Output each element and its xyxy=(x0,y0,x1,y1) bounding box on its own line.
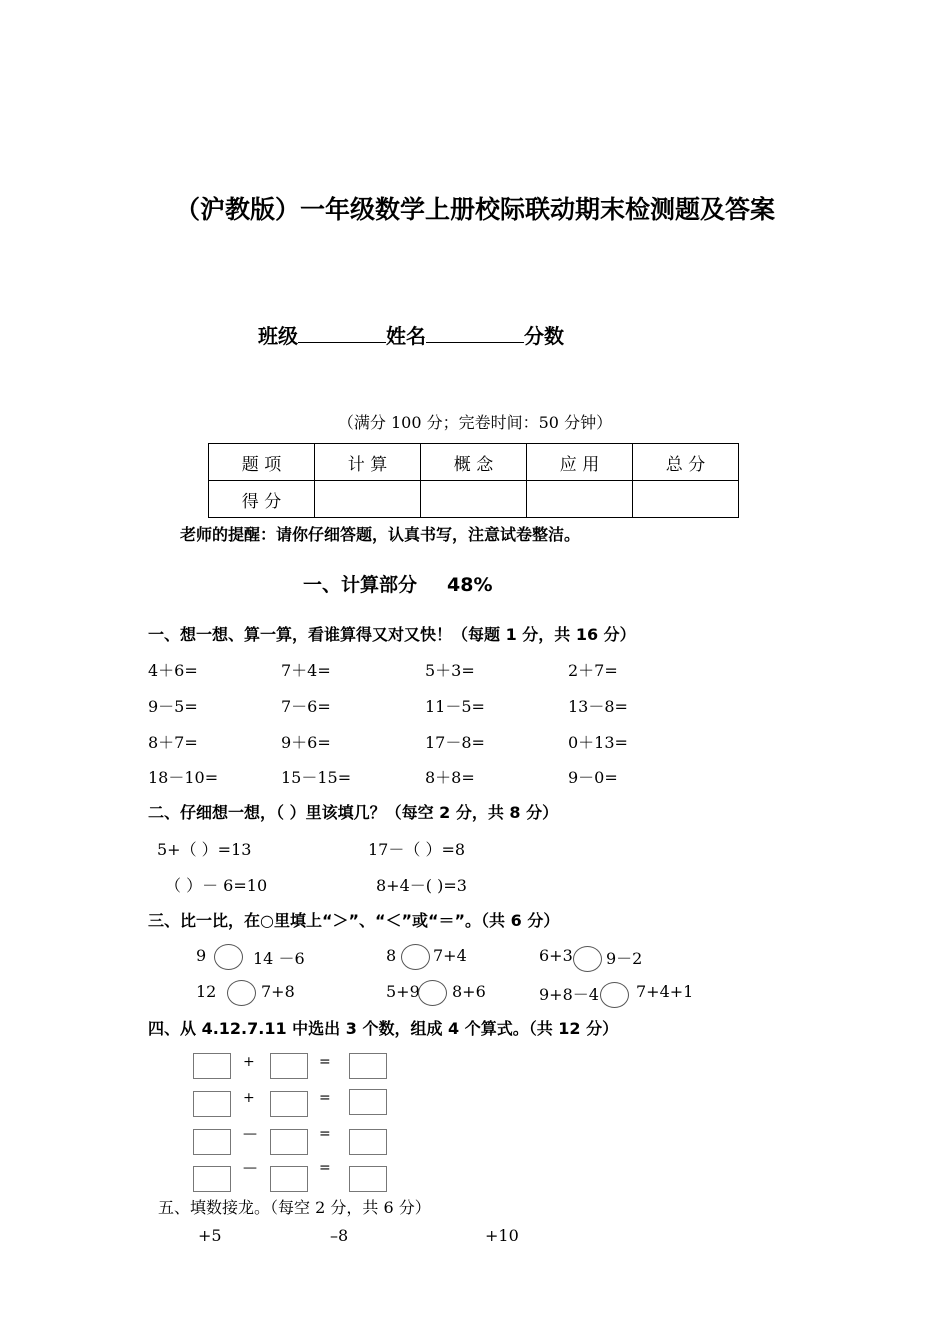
header-cell: 总 分 xyxy=(633,444,739,481)
answer-box[interactable] xyxy=(349,1166,387,1192)
row-label-cell: 得 分 xyxy=(209,481,315,518)
q3-left: 6+3 xyxy=(539,946,573,965)
q1-equation: 11－5= xyxy=(425,697,485,716)
q3-heading: 三、比一比，在○里填上“＞”、“＜”或“＝”。（共 6 分） xyxy=(148,911,560,930)
answer-box[interactable] xyxy=(193,1091,231,1117)
compare-circle[interactable] xyxy=(214,944,243,970)
q2-heading: 二、仔细想一想，（ ）里该填几？（每空 2 分，共 8 分） xyxy=(148,803,559,822)
q3-left: 8 xyxy=(386,946,397,965)
q3-left: 5+9 xyxy=(386,982,420,1001)
q2-item: 17－（ ）=8 xyxy=(368,840,466,859)
q1-equation: 4＋6= xyxy=(148,661,198,680)
q3-left: 9+8－4 xyxy=(539,985,599,1004)
q3-right: 14 －6 xyxy=(253,949,305,968)
compare-circle[interactable] xyxy=(573,946,602,972)
q1-equation: 15－15= xyxy=(281,768,352,787)
q1-equation: 0＋13= xyxy=(568,733,628,752)
chain-step: –8 xyxy=(330,1226,349,1245)
q2-item: 8+4－( )=3 xyxy=(376,876,467,895)
answer-box[interactable] xyxy=(270,1053,308,1079)
q1-equation: 17－8= xyxy=(425,733,485,752)
header-cell: 概 念 xyxy=(421,444,527,481)
q4-heading: 四、从 4.12.7.11 中选出 3 个数，组成 4 个算式。（共 12 分） xyxy=(148,1019,619,1038)
compare-circle[interactable] xyxy=(401,944,430,970)
q2-item: （ ）－ 6=10 xyxy=(165,876,268,895)
score-cell[interactable] xyxy=(527,481,633,518)
q1-equation: 9＋6= xyxy=(281,733,331,752)
q1-equation: 7－6= xyxy=(281,697,331,716)
q1-equation: 8＋7= xyxy=(148,733,198,752)
answer-box[interactable] xyxy=(270,1166,308,1192)
answer-box[interactable] xyxy=(270,1129,308,1155)
page-title: （沪教版）一年级数学上册校际联动期末检测题及答案 xyxy=(174,195,775,224)
q1-equation: 5＋3= xyxy=(425,661,475,680)
q5-heading: 五、填数接龙。（每空 2 分，共 6 分） xyxy=(158,1198,431,1217)
score-table-header-row xyxy=(209,444,739,481)
answer-box[interactable] xyxy=(193,1053,231,1079)
chain-step: +5 xyxy=(198,1226,222,1245)
operator: + xyxy=(243,1090,255,1106)
student-info-line xyxy=(258,320,564,349)
q2-item: 5+（ ）=13 xyxy=(157,840,252,859)
answer-box[interactable] xyxy=(193,1129,231,1155)
answer-box[interactable] xyxy=(349,1089,387,1115)
teacher-reminder: 老师的提醒：请你仔细答题，认真书写，注意试卷整洁。 xyxy=(180,525,581,544)
operator: — xyxy=(243,1126,257,1142)
section-percent: 48% xyxy=(447,574,493,596)
compare-circle[interactable] xyxy=(600,982,629,1008)
chain-step: +10 xyxy=(485,1226,519,1245)
section-title: 一、计算部分 xyxy=(303,574,418,596)
equals-sign: = xyxy=(319,1160,331,1176)
equals-sign: = xyxy=(319,1090,331,1106)
answer-box[interactable] xyxy=(349,1129,387,1155)
operator: + xyxy=(243,1054,255,1070)
q1-equation: 7＋4= xyxy=(281,661,331,680)
section-heading xyxy=(303,570,493,597)
q3-right: 8+6 xyxy=(452,982,486,1001)
header-cell: 题 项 xyxy=(209,444,315,481)
answer-box[interactable] xyxy=(270,1091,308,1117)
q1-equation: 9－5= xyxy=(148,697,198,716)
score-table-row xyxy=(209,481,739,518)
q3-right: 7+4 xyxy=(433,946,467,965)
q1-equation: 2＋7= xyxy=(568,661,618,680)
score-table xyxy=(208,443,739,518)
q1-equation: 9－0= xyxy=(568,768,618,787)
q3-left: 9 xyxy=(196,946,207,965)
equals-sign: = xyxy=(319,1054,331,1070)
q1-heading: 一、想一想、算一算，看谁算得又对又快！（每题 1 分，共 16 分） xyxy=(148,625,636,644)
name-label: 姓名 xyxy=(386,324,426,348)
class-label: 班级 xyxy=(258,324,298,348)
q1-equation: 13－8= xyxy=(568,697,628,716)
name-blank[interactable] xyxy=(426,320,524,343)
q3-right: 7+8 xyxy=(261,982,295,1001)
score-cell[interactable] xyxy=(421,481,527,518)
exam-note: （满分 100 分；完卷时间：50 分钟） xyxy=(337,413,613,432)
class-blank[interactable] xyxy=(298,320,386,343)
operator: — xyxy=(243,1160,257,1176)
q1-equation: 8＋8= xyxy=(425,768,475,787)
q1-equation: 18－10= xyxy=(148,768,219,787)
answer-box[interactable] xyxy=(349,1053,387,1079)
score-label: 分数 xyxy=(524,324,564,348)
compare-circle[interactable] xyxy=(418,980,447,1006)
header-cell: 计 算 xyxy=(315,444,421,481)
q3-right: 9－2 xyxy=(606,949,643,968)
score-cell[interactable] xyxy=(315,481,421,518)
q3-left: 12 xyxy=(196,982,217,1001)
compare-circle[interactable] xyxy=(227,980,256,1006)
score-cell[interactable] xyxy=(633,481,739,518)
equals-sign: = xyxy=(319,1126,331,1142)
header-cell: 应 用 xyxy=(527,444,633,481)
answer-box[interactable] xyxy=(193,1166,231,1192)
q3-right: 7+4+1 xyxy=(636,982,694,1001)
